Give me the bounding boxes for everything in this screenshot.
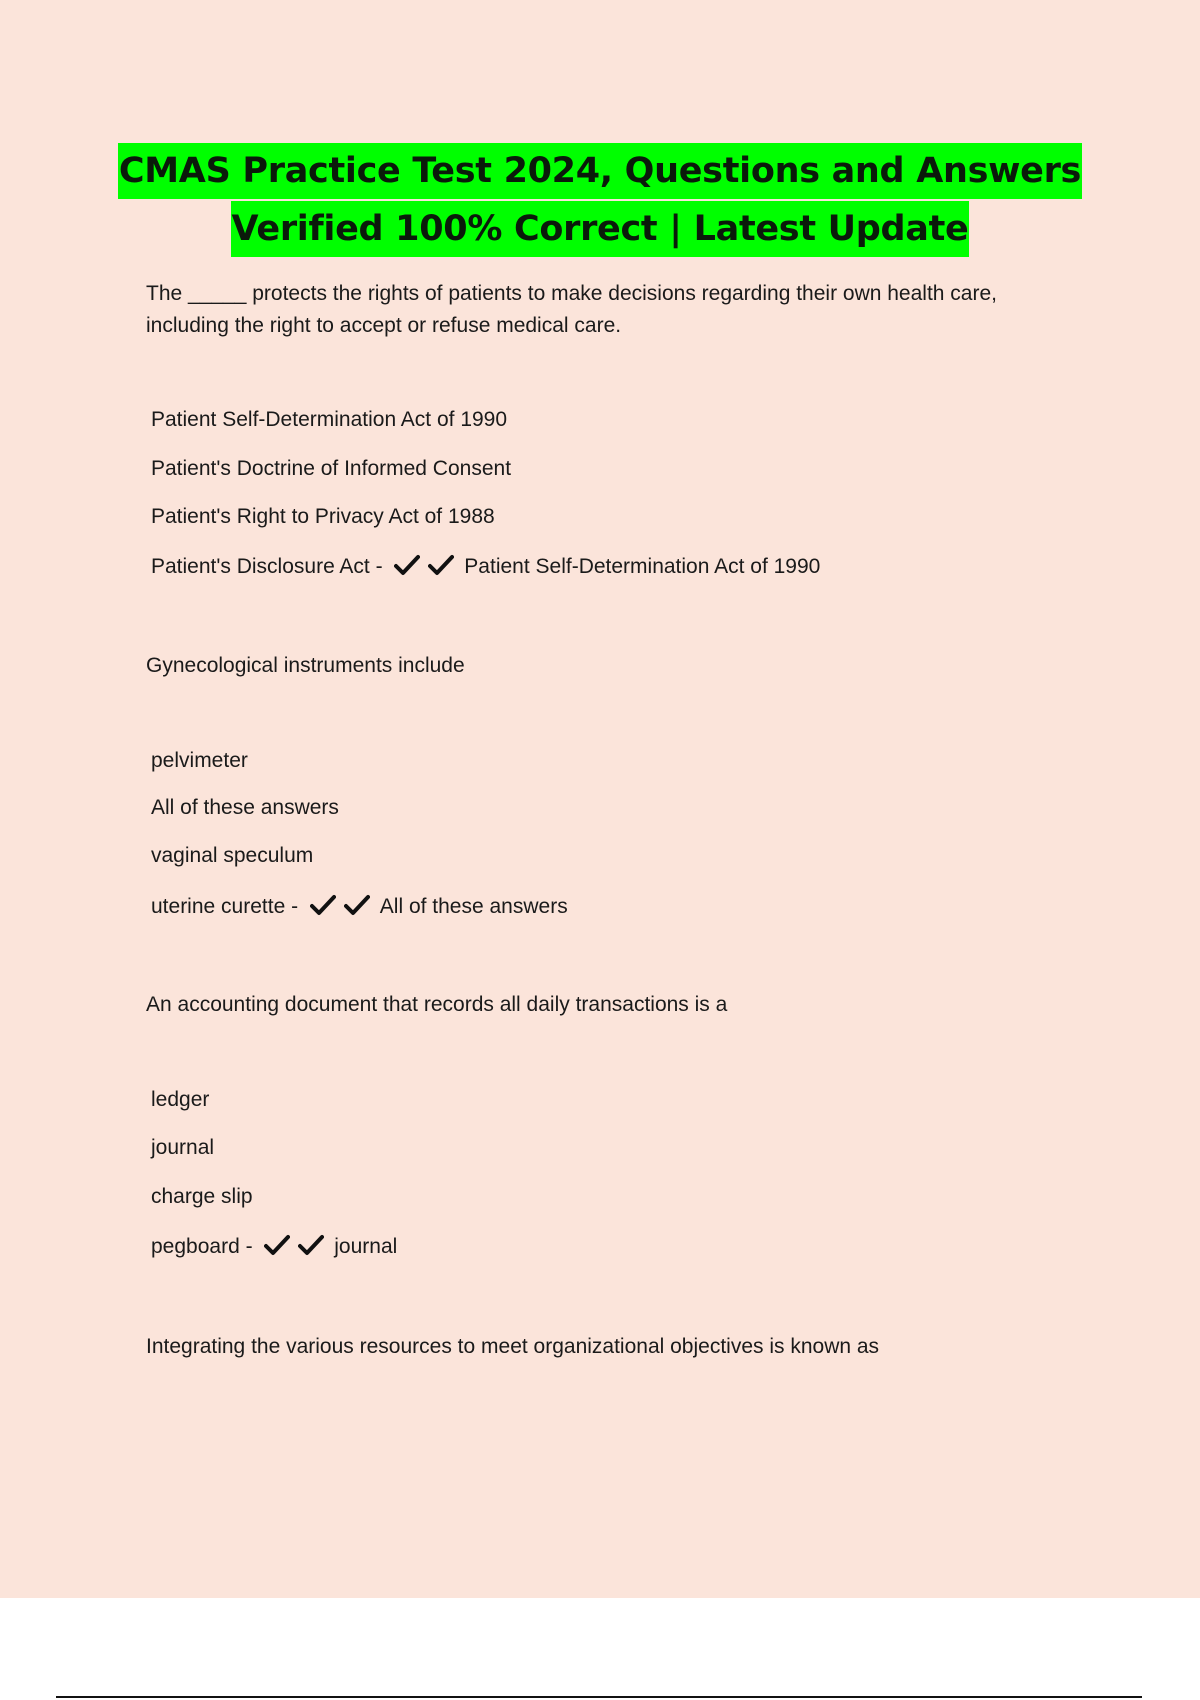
question-3-option-d: pegboard - bbox=[151, 1235, 253, 1258]
question-2-prompt: Gynecological instruments include bbox=[146, 654, 465, 677]
question-1-option-b: Patient's Doctrine of Informed Consent bbox=[151, 457, 512, 480]
check-icon bbox=[310, 894, 336, 916]
question-1-answer: Patient Self-Determination Act of 1990 bbox=[464, 555, 821, 578]
question-1-option-d-with-answer bbox=[151, 552, 820, 582]
question-2-option-d-with-answer bbox=[151, 892, 568, 922]
question-3-prompt: An accounting document that records all daily transactions is a bbox=[146, 993, 728, 1016]
question-2-option-a: pelvimeter bbox=[151, 749, 248, 772]
question-3-answer: journal bbox=[334, 1235, 398, 1258]
question-1-option-d: Patient's Disclosure Act - bbox=[151, 555, 383, 578]
question-3-option-d-with-answer bbox=[151, 1232, 397, 1262]
title-line-2: Verified 100% Correct | Latest Update bbox=[231, 201, 970, 257]
document-title bbox=[0, 143, 1200, 257]
question-3-option-a: ledger bbox=[151, 1088, 210, 1111]
question-2-option-c: vaginal speculum bbox=[151, 844, 314, 867]
check-icon bbox=[264, 1234, 290, 1256]
question-3-option-b: journal bbox=[151, 1136, 215, 1159]
question-2-answer: All of these answers bbox=[379, 895, 568, 918]
question-2-option-d: uterine curette - bbox=[151, 895, 299, 918]
question-2-option-b: All of these answers bbox=[151, 796, 339, 819]
footer-divider bbox=[56, 1696, 1142, 1698]
check-icon bbox=[428, 554, 454, 576]
check-icon bbox=[344, 894, 370, 916]
title-line-1: CMAS Practice Test 2024, Questions and Answers bbox=[118, 143, 1082, 199]
question-1-option-c: Patient's Right to Privacy Act of 1988 bbox=[151, 505, 495, 528]
question-1-option-a: Patient Self-Determination Act of 1990 bbox=[151, 408, 508, 431]
question-3-option-c: charge slip bbox=[151, 1185, 253, 1208]
check-icon bbox=[298, 1234, 324, 1256]
check-icon bbox=[394, 554, 420, 576]
question-1-prompt: The _____ protects the rights of patients to make decisions regarding their own health care, including the right to accept or refuse medical care. bbox=[146, 282, 997, 337]
question-4-prompt: Integrating the various resources to meet organizational objectives is known as bbox=[146, 1335, 880, 1358]
